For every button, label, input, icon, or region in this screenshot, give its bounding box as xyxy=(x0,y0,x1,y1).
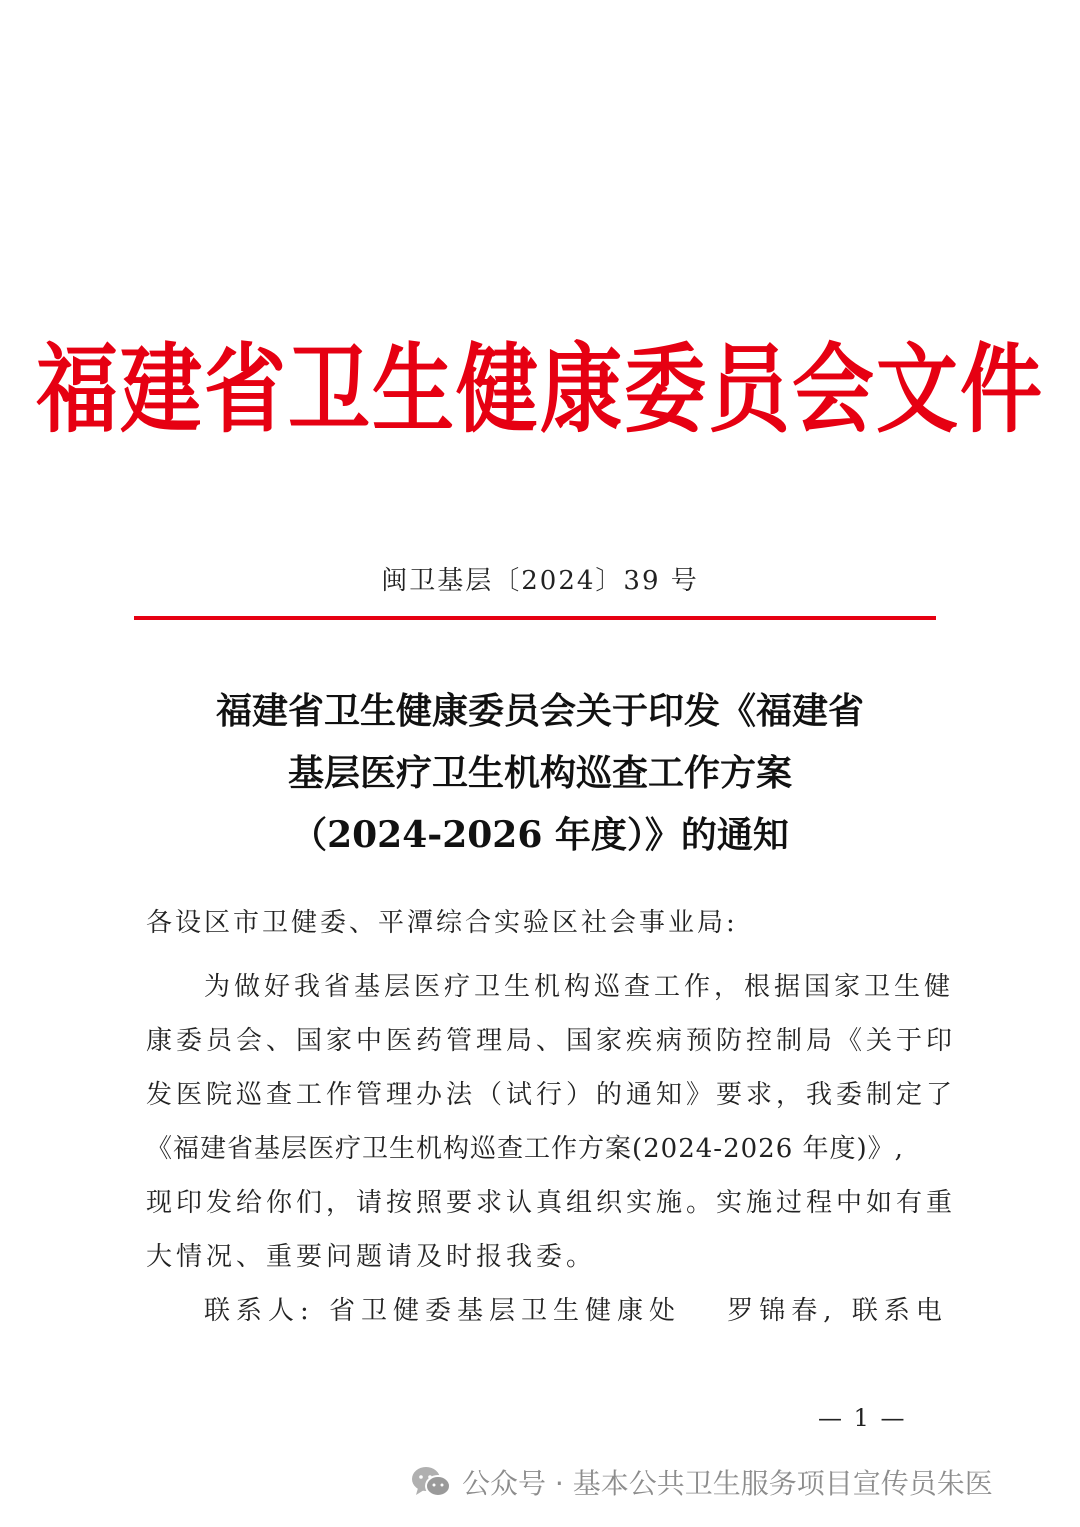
paragraph-line: 发医院巡查工作管理办法（试行）的通知》要求，我委制定了 xyxy=(146,1080,957,1110)
paragraph-line: 康委员会、国家中医药管理局、国家疾病预防控制局《关于印 xyxy=(146,1026,957,1056)
wechat-watermark xyxy=(410,1462,993,1502)
agency-header-title: 福建省卫生健康委员会文件 xyxy=(35,333,1044,447)
paragraph-line: 现印发给你们，请按照要求认真组织实施。实施过程中如有重 xyxy=(146,1188,957,1218)
title-line: （2024-2026 年度）》的通知 xyxy=(291,814,789,856)
paragraph-line: 《福建省基层医疗卫生机构巡查工作方案(2024-2026 年度)》, xyxy=(146,1134,904,1164)
document-number: 闽卫基层〔2024〕39 号 xyxy=(381,566,699,596)
title-line: 福建省卫生健康委员会关于印发《福建省 xyxy=(215,690,864,732)
page-number: — 1 — xyxy=(818,1404,907,1432)
paragraph-line: 为做好我省基层医疗卫生机构巡查工作，根据国家卫生健 xyxy=(204,972,955,1002)
contact-line: 联系人: 省卫健委基层卫生健康处 罗锦春, 联系电 xyxy=(204,1296,948,1326)
salutation: 各设区市卫健委、平潭综合实验区社会事业局: xyxy=(146,908,738,938)
watermark-text: 公众号 · 基本公共卫生服务项目宣传员朱医 xyxy=(462,1467,993,1500)
title-line: 基层医疗卫生机构巡查工作方案 xyxy=(287,752,792,794)
red-divider-line xyxy=(134,616,936,620)
body-paragraph xyxy=(146,960,957,1284)
paragraph-line: 大情况、重要问题请及时报我委。 xyxy=(146,1242,597,1272)
wechat-icon xyxy=(410,1464,452,1500)
document-title xyxy=(120,680,960,866)
